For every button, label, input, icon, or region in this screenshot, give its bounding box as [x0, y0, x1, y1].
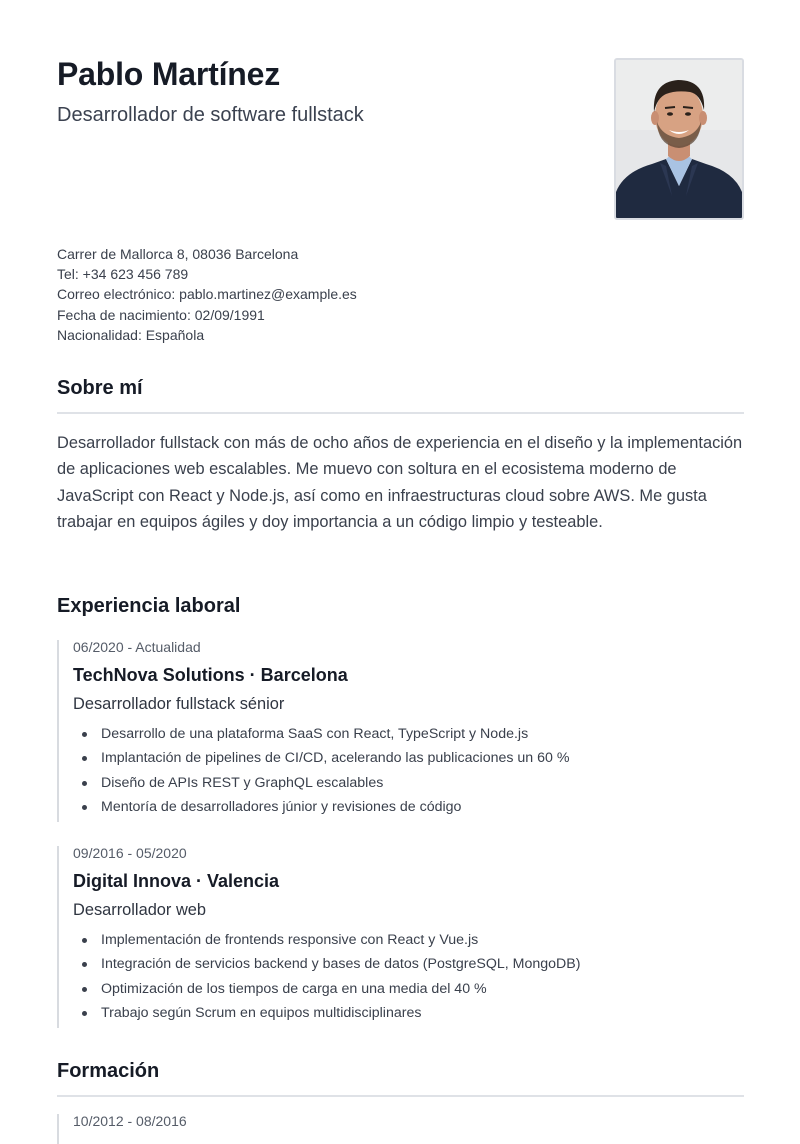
job-bullet: Mentoría de desarrolladores júnior y revisiones de código — [101, 795, 744, 819]
job-bullet: Integración de servicios backend y bases de datos (PostgreSQL, MongoDB) — [101, 952, 744, 976]
contact-address: Carrer de Mallorca 8, 08036 Barcelona — [57, 246, 299, 262]
job-bullet: Diseño de APIs REST y GraphQL escalables — [101, 771, 744, 795]
job-entry — [57, 846, 744, 1028]
profile-photo — [614, 58, 744, 220]
job-bullet: Trabajo según Scrum en equipos multidisciplinares — [101, 1001, 744, 1025]
job-bullet-list — [73, 928, 744, 1025]
job-dates: 09/2016 - 05/2020 — [73, 845, 187, 861]
education-section-divider — [57, 1095, 744, 1097]
about-section-title: Sobre mí — [57, 377, 143, 399]
job-company: TechNova Solutions · Barcelona — [73, 665, 348, 685]
education-entry — [57, 1114, 744, 1144]
cv-page — [57, 0, 744, 1129]
job-position: Desarrollador fullstack sénior — [73, 695, 285, 713]
job-bullet: Implantación de pipelines de CI/CD, acelerando las publicaciones un 60 % — [101, 746, 744, 770]
job-dates: 06/2020 - Actualidad — [73, 639, 201, 655]
person-name: Pablo Martínez — [57, 56, 281, 92]
education-section-title: Formación — [57, 1060, 160, 1082]
contact-email: Correo electrónico: pablo.martinez@example.es — [57, 286, 357, 303]
job-bullet: Optimización de los tiempos de carga en una media del 40 % — [101, 977, 744, 1001]
contact-block — [57, 244, 357, 345]
job-company: Digital Innova · Valencia — [73, 871, 280, 891]
job-entry — [57, 640, 744, 822]
contact-phone: Tel: +34 623 456 789 — [57, 266, 189, 283]
cv-header — [57, 0, 744, 240]
experience-section-title: Experiencia laboral — [57, 595, 241, 617]
about-section-divider — [57, 412, 744, 414]
contact-nationality: Nacionalidad: Española — [57, 326, 205, 343]
contact-birthdate: Fecha de nacimiento: 02/09/1991 — [57, 306, 265, 323]
person-role: Desarrollador de software fullstack — [57, 104, 364, 126]
job-bullet: Desarrollo de una plataforma SaaS con React, TypeScript y Node.js — [101, 722, 744, 746]
education-dates: 10/2012 - 08/2016 — [73, 1113, 187, 1129]
about-text: Desarrollador fullstack con más de ocho años de experiencia en el diseño y la implementación de aplicaciones web escalables. Me muevo con soltura en el ecosistema moderno de JavaScript con React y Node.js, así como en infraestructuras cloud sobre AWS. Me gusta trabajar en equipos ágiles y doy importancia a un código limpio y testeable. — [57, 434, 743, 532]
job-bullet-list — [73, 722, 744, 819]
job-position: Desarrollador web — [73, 901, 207, 919]
job-bullet: Implementación de frontends responsive con React y Vue.js — [101, 928, 744, 952]
